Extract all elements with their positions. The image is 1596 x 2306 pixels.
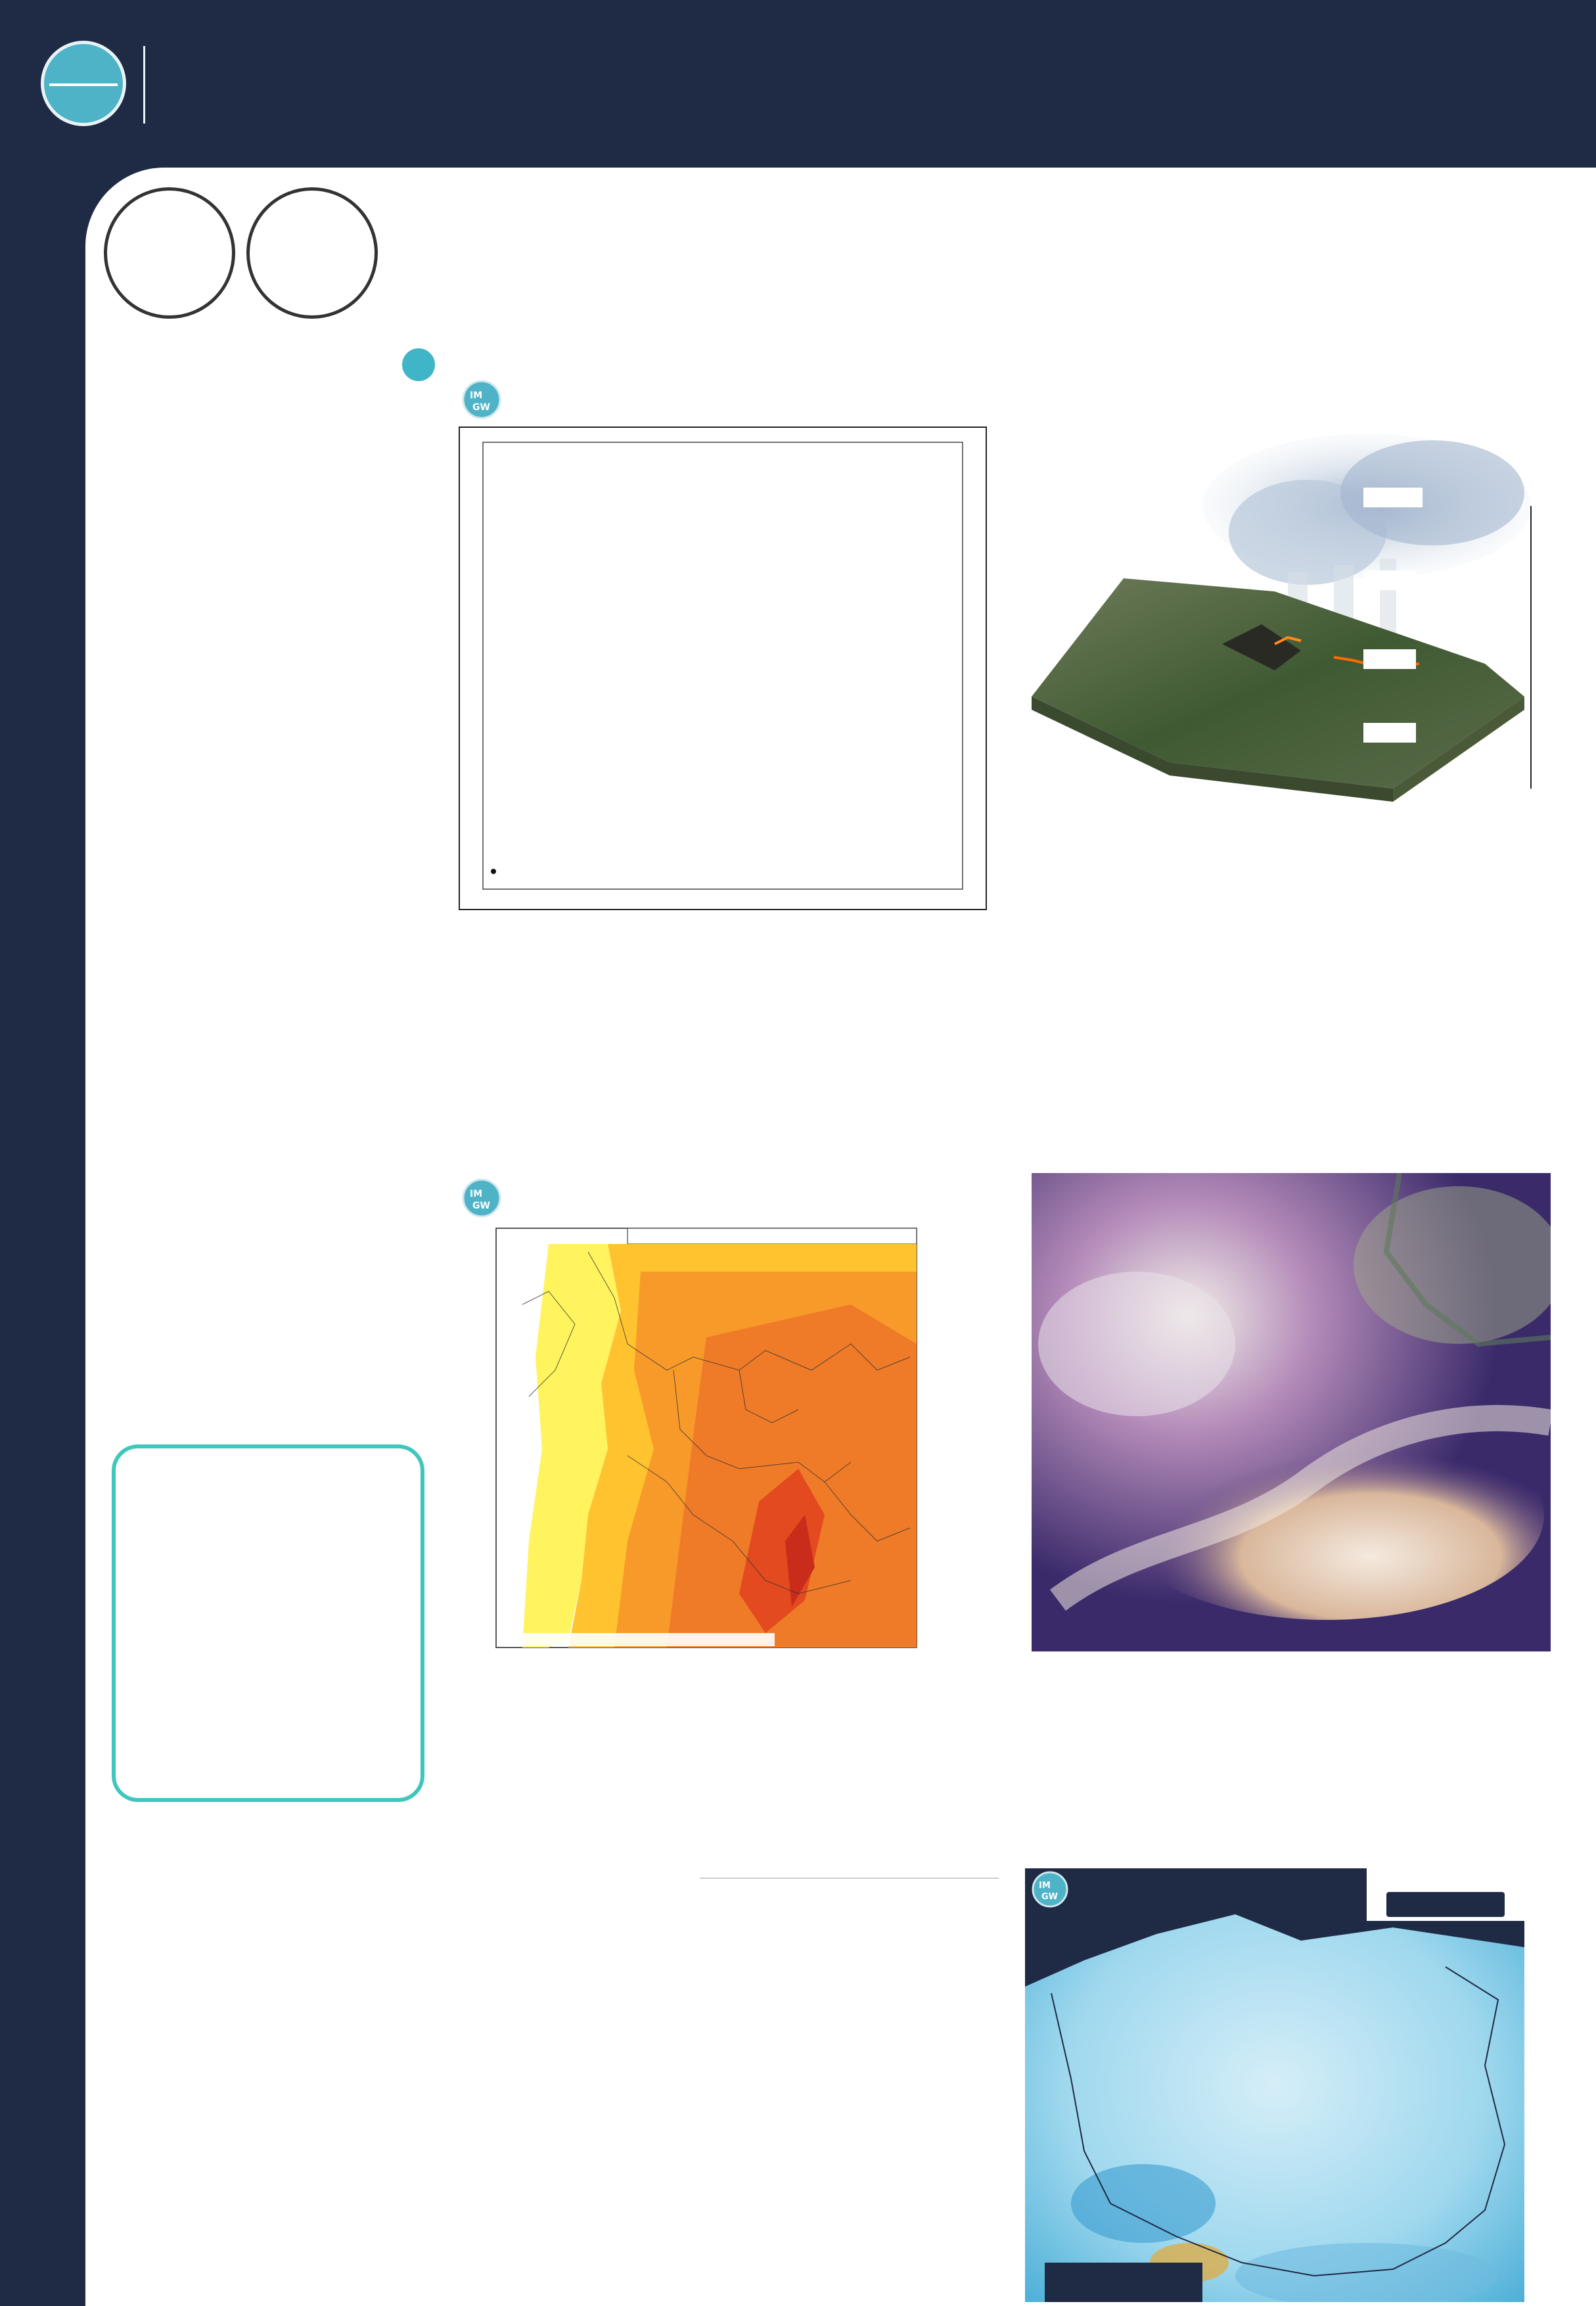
efi-map-svg <box>457 1173 972 1656</box>
clock-cest <box>104 187 235 319</box>
sidebar-nav <box>113 342 409 369</box>
wind-energy-map-svg <box>457 373 990 913</box>
svg-text:IM: IM <box>470 1189 483 1199</box>
clock-utc-face <box>250 191 375 315</box>
specjalne-highlight-box <box>112 1444 424 1802</box>
oze-map[interactable] <box>1025 1868 1524 2302</box>
clock-cest-face <box>107 191 232 315</box>
logo-wave <box>49 83 118 86</box>
imgw-logo[interactable] <box>41 41 126 126</box>
cmm-logo-small <box>1033 1872 1067 1906</box>
meteogram-svg <box>473 1860 999 2300</box>
fire-3d-plot[interactable] <box>1025 421 1551 841</box>
cmm-logo-small <box>463 1180 500 1216</box>
satellite-image-svg <box>1032 1173 1551 1651</box>
svg-text:GW: GW <box>1041 1892 1059 1902</box>
cmm-logo-small <box>463 381 500 418</box>
svg-text:IM: IM <box>470 390 483 401</box>
clock-utc <box>246 187 378 319</box>
svg-text:GW: GW <box>472 1201 490 1211</box>
meteogram[interactable] <box>473 1860 999 2300</box>
oze-map-svg <box>1025 1868 1524 2302</box>
page-header <box>0 0 1596 168</box>
wind-energy-map[interactable] <box>457 373 990 913</box>
svg-text:IM: IM <box>1039 1881 1051 1891</box>
logo-divider <box>143 46 145 124</box>
efi-map[interactable] <box>457 1173 972 1656</box>
fire-3d-plot-svg <box>1025 421 1551 841</box>
svg-text:GW: GW <box>472 402 490 413</box>
satellite-image[interactable] <box>1032 1173 1551 1651</box>
